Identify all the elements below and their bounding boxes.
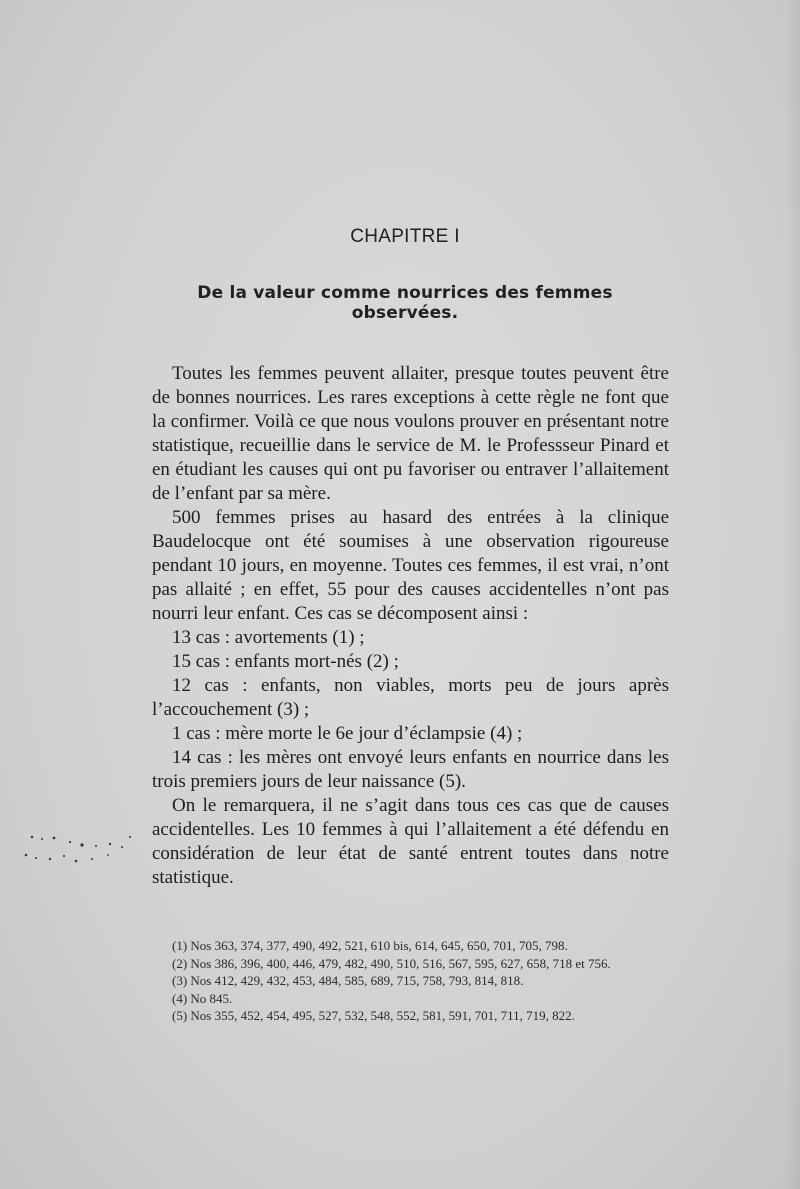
- case-item: 13 cas : avortements (1) ;: [172, 627, 365, 648]
- footnote: (5) Nos 355, 452, 454, 495, 527, 532, 548, 552, 581, 591, 701, 711, 719, 822.: [172, 1008, 575, 1023]
- case-item: 1 cas : mère morte le 6e jour d’éclampsie (4) ;: [172, 723, 523, 744]
- footnote: (1) Nos 363, 374, 377, 490, 492, 521, 610 bis, 614, 645, 650, 701, 705, 798.: [172, 938, 568, 953]
- footnote: (2) Nos 386, 396, 400, 446, 479, 482, 490, 510, 516, 567, 595, 627, 658, 718 et 756.: [172, 955, 611, 971]
- body-text: [152, 362, 669, 890]
- margin-smudge: [12, 825, 137, 885]
- footnote: (3) Nos 412, 429, 432, 453, 484, 585, 689, 715, 758, 793, 814, 818.: [172, 973, 524, 988]
- footnote: (4) No 845.: [172, 990, 233, 1006]
- case-item: 15 cas : enfants mort-nés (2) ;: [172, 651, 399, 672]
- case-item: 12 cas : enfants, non viables, morts peu de jours après l’accouchement (3) ;: [152, 675, 669, 720]
- smudge-mark-icon: [12, 825, 137, 885]
- case-list: [152, 626, 669, 794]
- chapter-subtitle: De la valeur comme nourrices des femmes observées.: [197, 283, 613, 323]
- paragraph-statistics: 500 femmes prises au hasard des entrées à la clinique Baudelocque ont été soumises à une observation rigoureuse pendant 10 jours, en moyenne. Toutes ces femmes, il est vrai, n’ont pas allaité ; en effet, 55 pour des causes accidentelles n’ont pas nourri leur enfant. Ces cas se décomposent ainsi :: [152, 507, 669, 624]
- case-item: 14 cas : les mères ont envoyé leurs enfants en nourrice dans les trois premiers jours de leur naissance (5).: [152, 747, 669, 792]
- paragraph-conclusion: On le remarquera, il ne s’agit dans tous ces cas que de causes accidentelles. Les 10 femmes à qui l’allaitement a été défendu en considération de leur état de santé entrent toutes dans notre statistique.: [152, 795, 669, 888]
- footnotes: [172, 937, 672, 1025]
- page-edge-shadow: [786, 0, 800, 1189]
- chapter-heading: CHAPITRE I: [350, 226, 460, 247]
- paragraph-intro: Toutes les femmes peuvent allaiter, presque toutes peuvent être de bonnes nourrices. Les rares exceptions à cette règle ne font que la confirmer. Voilà ce que nous voulons prouver en présentant notre statistique, recueillie dans le service de M. le Professseur Pinard et en étudiant les causes qui ont pu favoriser ou entraver l’allaitement de l’enfant par sa mère.: [152, 363, 669, 504]
